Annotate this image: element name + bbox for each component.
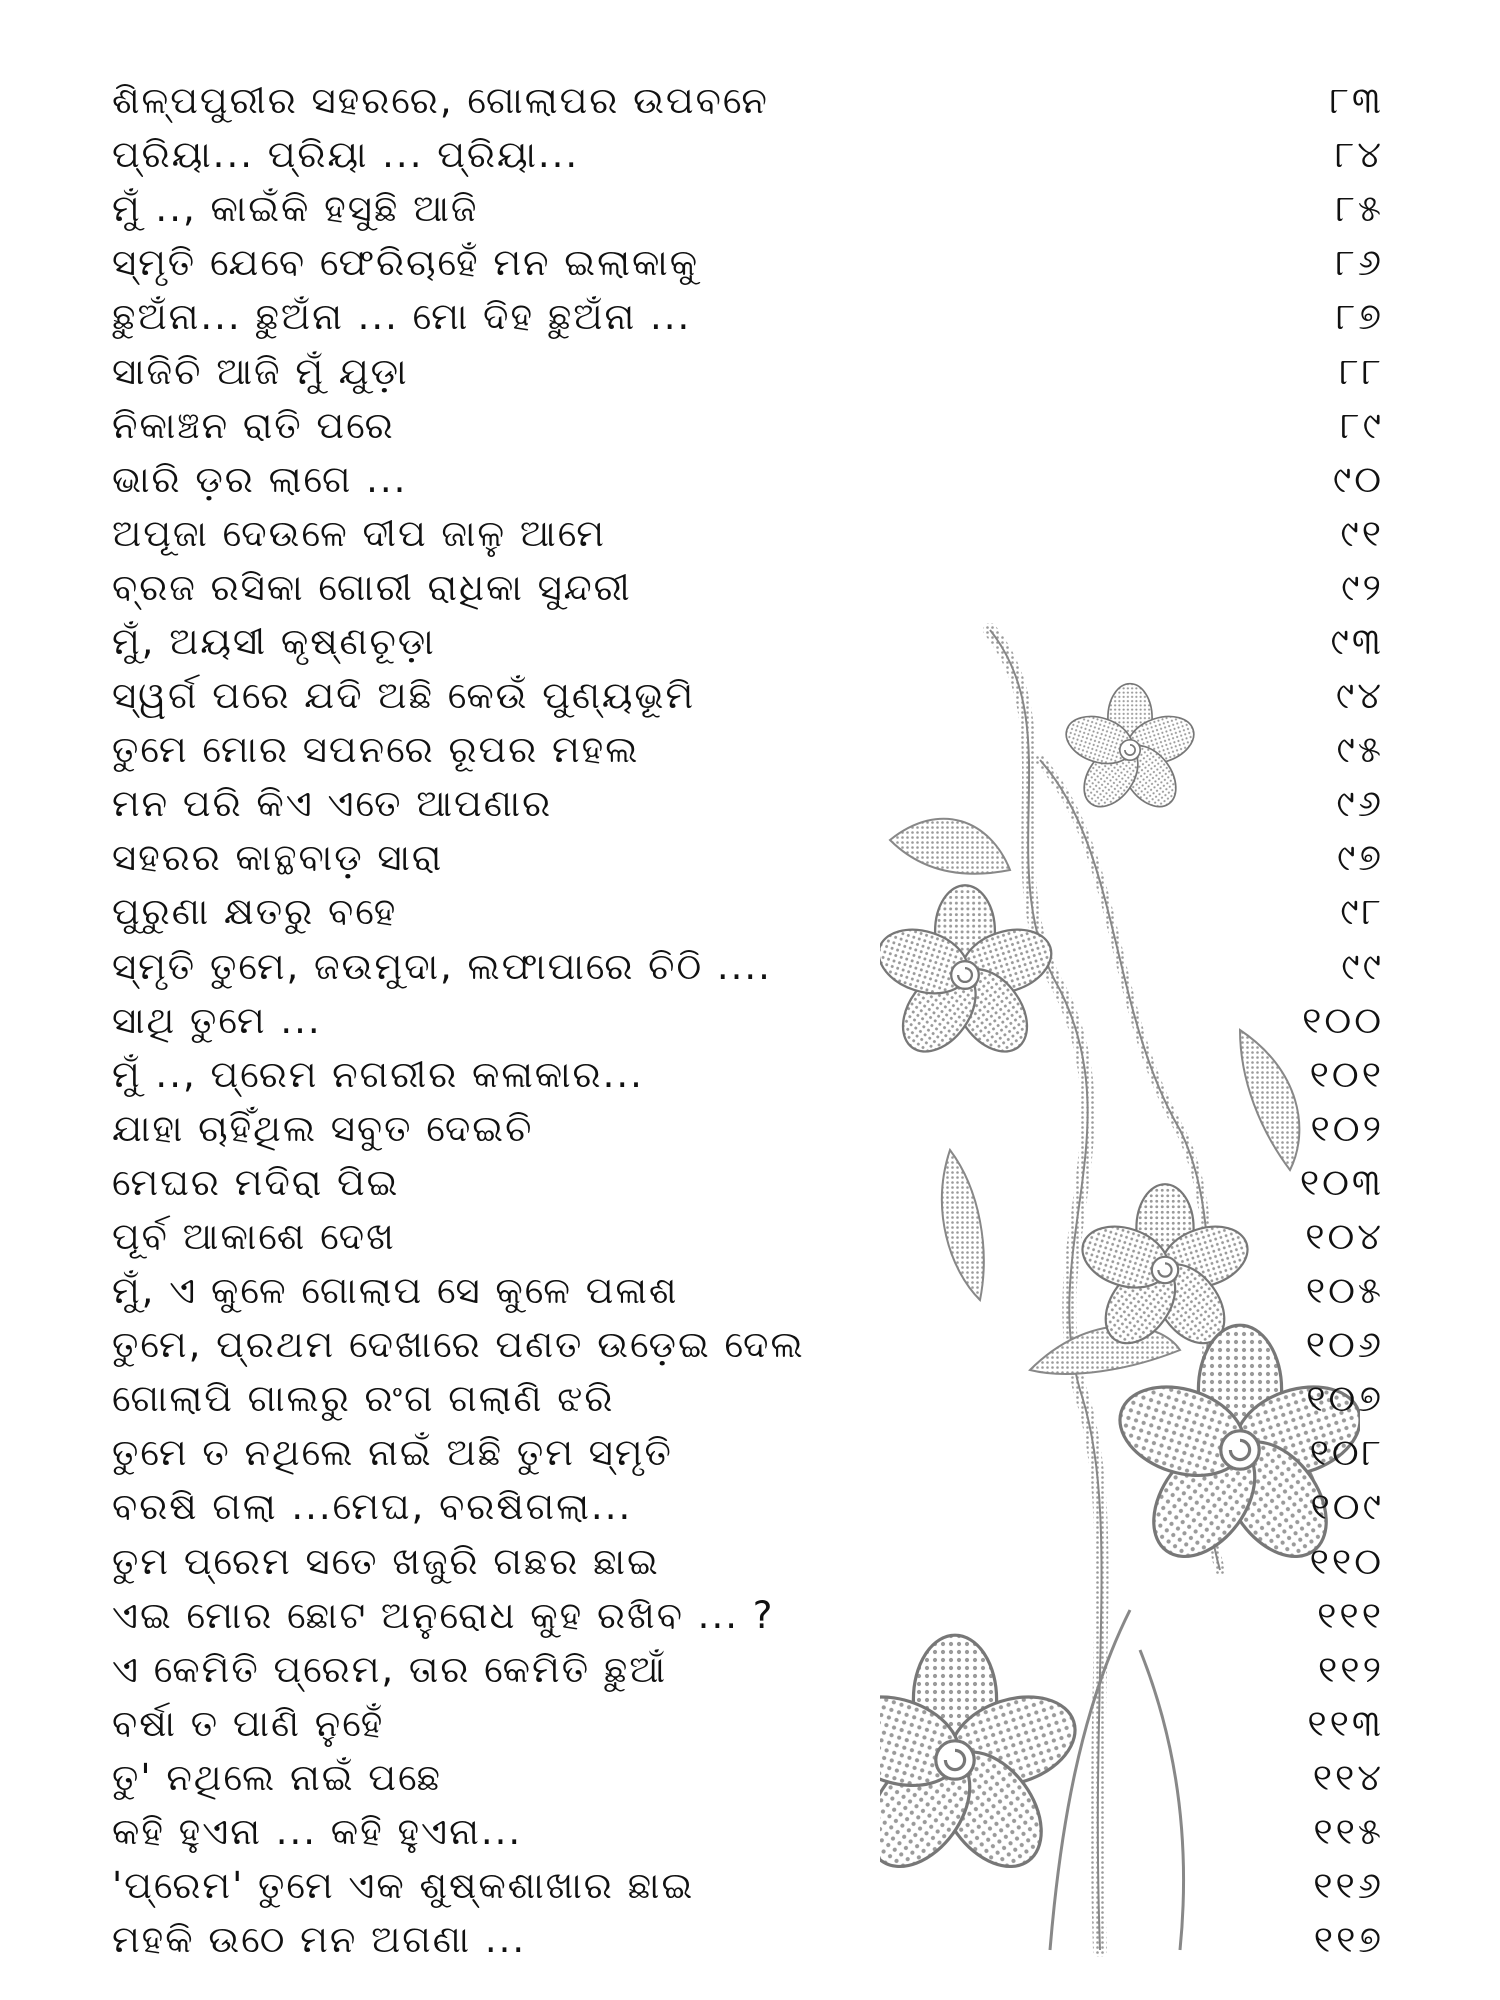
toc-entry-title: ସ୍ମୃତି ତୁମେ, ଜଉମୁଦା, ଲଫାପାରେ ଚିଠି ....	[112, 944, 772, 988]
toc-entry-page-number: ୧୦୭	[1306, 1377, 1384, 1421]
toc-entry-page-number: ୯୧	[1340, 511, 1384, 555]
toc-entry-title: ବରଷି ଗଲା ...ମେଘ, ବରଷିଗଲା...	[112, 1485, 633, 1529]
toc-entry-title: କହି ହୁଏନା ... କହି ହୁଏନା...	[112, 1810, 523, 1854]
toc-entry-page-number: ୧୧୪	[1312, 1755, 1384, 1799]
toc-entry	[112, 344, 1384, 398]
toc-entry	[112, 74, 1384, 128]
toc-entry-page-number: ୮୪	[1334, 133, 1384, 177]
toc-entry-title: ପ୍ରିୟା... ପ୍ରିୟା ... ପ୍ରିୟା...	[112, 133, 580, 177]
toc-entry-page-number: ୯୨	[1341, 565, 1384, 609]
toc-entry-title: ନିକାଞ୍ଚନ ରାତି ପରେ	[112, 403, 395, 447]
toc-entry-page-number: ୧୧୫	[1313, 1810, 1384, 1854]
toc-entry-page-number: ୧୧୬	[1313, 1864, 1384, 1908]
toc-entry	[112, 507, 1384, 561]
toc-entry-page-number: ୧୦୫	[1305, 1269, 1384, 1313]
toc-entry	[112, 1264, 1384, 1318]
toc-entry-page-number: ୧୧୨	[1318, 1647, 1384, 1691]
toc-entry	[112, 1805, 1384, 1859]
toc-entry	[112, 940, 1384, 994]
toc-entry-page-number: ୧୦୨	[1310, 1106, 1384, 1150]
toc-entry-page-number: ୧୦୬	[1305, 1323, 1384, 1367]
toc-entry-title: ମେଘର ମଦିରା ପିଇ	[112, 1160, 400, 1204]
toc-entry	[112, 1480, 1384, 1534]
toc-entry	[112, 615, 1384, 669]
toc-entry	[112, 885, 1384, 939]
toc-entry-page-number: ୧୦୩	[1299, 1160, 1384, 1204]
toc-entry-page-number: ୮୮	[1339, 349, 1384, 393]
toc-entry-title: ଅପୂଜା ଦେଉଳେ ଦୀପ ଜାଳୁ ଆମେ	[112, 511, 606, 555]
toc-entry-page-number: ୯୬	[1336, 782, 1384, 826]
toc-entry-title: ମନ ପରି କିଏ ଏତେ ଆପଣାର	[112, 782, 553, 826]
toc-entry-page-number: ୧୦୯	[1310, 1485, 1384, 1529]
toc-entry-title: ତୁମେ ତ ନଥିଲେ ନାଇଁ ଅଛି ତୁମ ସ୍ମୃତି	[112, 1431, 673, 1475]
toc-entry	[112, 831, 1384, 885]
toc-entry-title: ଗୋଲାପି ଗାଲରୁ ରଂଗ ଗଲାଣି ଝରି	[112, 1377, 615, 1421]
toc-entry	[112, 777, 1384, 831]
toc-entry-page-number: ୧୦୪	[1305, 1215, 1384, 1259]
toc-entry-page-number: ୧୧୭	[1313, 1918, 1384, 1962]
toc-entry-title: ମହକି ଉଠେ ମନ ଅଗଣା ...	[112, 1918, 527, 1962]
toc-entry	[112, 182, 1384, 236]
toc-entry	[112, 128, 1384, 182]
toc-entry-title: ସ୍ମୃତି ଯେବେ ଫେରିଚାହେଁ ମନ ଇଲାକାକୁ	[112, 241, 700, 285]
toc-entry	[112, 1859, 1384, 1913]
toc-entry	[112, 399, 1384, 453]
toc-entry-title: ପୁରୁଣା କ୍ଷତରୁ ବହେ	[112, 890, 398, 934]
toc-entry-page-number: ୮୭	[1336, 295, 1384, 339]
toc-entry-page-number: ୧୦୮	[1309, 1431, 1384, 1475]
toc-entry	[112, 1589, 1384, 1643]
toc-entry-page-number: ୮୬	[1335, 241, 1384, 285]
toc-entry	[112, 1318, 1384, 1372]
table-of-contents	[112, 74, 1384, 1967]
toc-entry-page-number: ୧୦୧	[1309, 1052, 1384, 1096]
toc-entry	[112, 236, 1384, 290]
toc-entry-page-number: ୧୦୦	[1302, 998, 1384, 1042]
toc-entry-title: ଏଇ ମୋର ଛୋଟ ଅନୁରୋଧ କୁହ ରଖିବ ... ?	[112, 1593, 775, 1637]
toc-entry-title: ତୁ' ନଥିଲେ ନାଇଁ ପଛେ	[112, 1755, 442, 1799]
toc-entry-page-number: ୯୮	[1340, 890, 1384, 934]
toc-entry	[112, 1643, 1384, 1697]
toc-entry-title: ସାଥି ତୁମେ ...	[112, 998, 322, 1042]
toc-entry-page-number: ୧୧୦	[1309, 1539, 1384, 1583]
toc-entry-page-number: ୮୫	[1335, 187, 1384, 231]
toc-entry-title: ଭାରି ଡ଼ର ଲାଗେ ...	[112, 457, 408, 501]
toc-entry	[112, 994, 1384, 1048]
toc-entry-title: ସାଜିଚି ଆଜି ମୁଁ ଯୁଡ଼ା	[112, 349, 409, 393]
toc-entry	[112, 453, 1384, 507]
toc-entry-page-number: ୯୫	[1336, 728, 1384, 772]
toc-entry-page-number: ୯୦	[1332, 457, 1384, 501]
toc-entry-title: ମୁଁ .., କାଇଁକି ହସୁଛି ଆଜି	[112, 187, 479, 231]
toc-entry	[112, 561, 1384, 615]
toc-entry-page-number: ୯୯	[1341, 944, 1384, 988]
toc-entry-page-number: ୯୪	[1335, 674, 1384, 718]
toc-entry-page-number: ୯୭	[1336, 836, 1384, 880]
toc-entry	[112, 1372, 1384, 1426]
toc-entry-title: ପୂର୍ବ ଆକାଶେ ଦେଖ	[112, 1215, 396, 1259]
toc-entry-page-number: ୮୯	[1340, 403, 1384, 447]
toc-entry	[112, 1156, 1384, 1210]
toc-entry	[112, 1102, 1384, 1156]
toc-entry	[112, 1697, 1384, 1751]
toc-entry	[112, 1048, 1384, 1102]
toc-entry	[112, 290, 1384, 344]
toc-entry-page-number: ୧୧୧	[1317, 1593, 1384, 1637]
toc-entry	[112, 1210, 1384, 1264]
toc-entry-title: ମୁଁ, ଅୟସୀ କୃଷ୍ଣଚୂଡ଼ା	[112, 619, 436, 663]
toc-entry-title: 'ପ୍ରେମ' ତୁମେ ଏକ ଶୁଷ୍କଶାଖାର ଛାଇ	[112, 1864, 695, 1908]
toc-entry-title: ମୁଁ .., ପ୍ରେମ ନଗରୀର କଳାକାର...	[112, 1052, 644, 1096]
toc-entry-title: ତୁମେ ମୋର ସପନରେ ରୂପର ମହଲ	[112, 728, 640, 772]
toc-entry	[112, 1913, 1384, 1967]
toc-entry-title: ତୁମେ, ପ୍ରଥମ ଦେଖାରେ ପଣତ ଉଡ଼େଇ ଦେଲ	[112, 1323, 805, 1367]
toc-entry	[112, 669, 1384, 723]
toc-entry-title: ଯାହା ଚାହିଁଥିଲ ସବୁତ ଦେଇଚି	[112, 1106, 534, 1150]
toc-entry-title: ବର୍ଷା ତ ପାଣି ନୁହେଁ	[112, 1701, 385, 1745]
toc-entry	[112, 723, 1384, 777]
toc-entry-title: ତୁମ ପ୍ରେମ ସତେ ଖଜୁରି ଗଛର ଛାଇ	[112, 1539, 660, 1583]
toc-entry-title: ବ୍ରଜ ରସିକା ଗୋରୀ ରାଧିକା ସୁନ୍ଦରୀ	[112, 565, 632, 609]
toc-entry-title: ସ୍ୱର୍ଗ ପରେ ଯଦି ଅଛି କେଉଁ ପୁଣ୍ୟଭୂମି	[112, 674, 696, 718]
toc-entry-title: ମୁଁ, ଏ କୁଳେ ଗୋଲାପ ସେ କୁଳେ ପଳାଶ	[112, 1269, 679, 1313]
toc-entry	[112, 1426, 1384, 1480]
toc-entry-title: ଏ କେମିତି ପ୍ରେମ, ତାର କେମିତି ଛୁଆଁ	[112, 1647, 668, 1691]
toc-entry-title: ଛୁଅଁନା... ଛୁଅଁନା ... ମୋ ଦିହ ଛୁଅଁନା ...	[112, 295, 692, 339]
toc-entry-page-number: ୯୩	[1330, 619, 1384, 663]
toc-entry-title: ଶିଳ୍ପପୁରୀର ସହରରେ, ଗୋଲାପର ଉପବନେ	[112, 79, 769, 123]
toc-entry-title: ସହରର କାନ୍ଥବାଡ଼ ସାରା	[112, 836, 444, 880]
toc-entry	[112, 1751, 1384, 1805]
toc-entry	[112, 1535, 1384, 1589]
toc-entry-page-number: ୧୧୩	[1307, 1701, 1384, 1745]
toc-entry-page-number: ୮୩	[1329, 79, 1384, 123]
